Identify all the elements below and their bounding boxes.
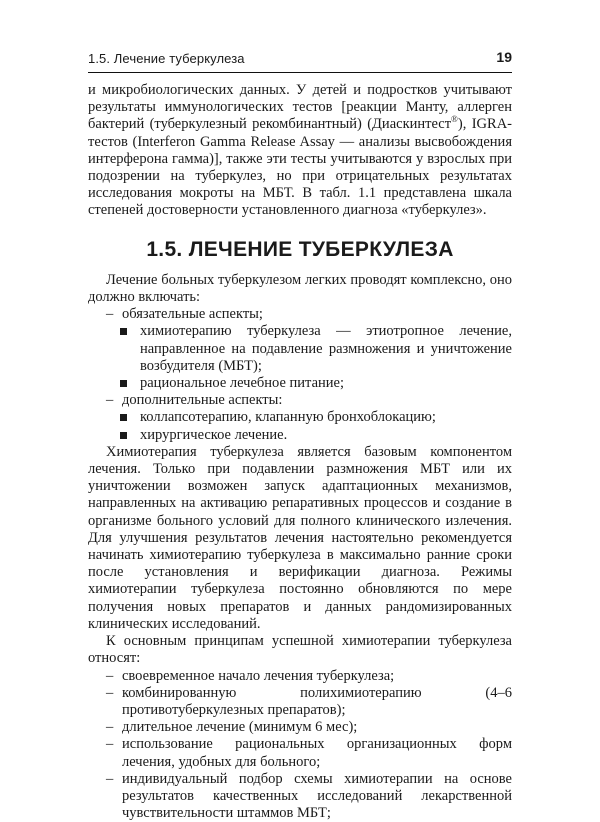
section-heading: 1.5. ЛЕЧЕНИЕ ТУБЕРКУЛЕЗА xyxy=(88,241,512,258)
page-number: 19 xyxy=(496,49,512,65)
intro-text-part2: ), IGRA-тестов (Interferon Gamma Release Assay — анализы высвобождения интерферона гамма)], также эти тесты учитываются у взрослых при подозрении на туберкулез, но при отрицательных результатах исследования мокроты на МБТ. В табл. 1.1 представлена шкала степеней достоверности установленного диагноза «туберкулез». xyxy=(88,116,512,218)
list-item-text: хирургическое лечение. xyxy=(140,427,287,443)
aspect-group-label: дополнительные аспекты: xyxy=(122,392,282,408)
dash-marker: – xyxy=(106,736,113,753)
dash-marker: – xyxy=(106,719,113,736)
principle-text: комбинированную полихимиотерапию (4–6 противотуберкулезных препаратов); xyxy=(122,685,512,718)
list-item xyxy=(88,409,512,426)
dash-marker: – xyxy=(106,771,113,788)
running-header-section: 1.5. Лечение туберкулеза xyxy=(88,51,245,66)
dash-marker: – xyxy=(106,306,113,323)
list-item xyxy=(88,375,512,392)
dash-marker: – xyxy=(106,668,113,685)
principle-text: использование рациональных организационных форм лечения, удобных для больного; xyxy=(122,736,512,769)
list-item xyxy=(88,719,512,736)
list-item xyxy=(88,736,512,770)
square-bullet-icon xyxy=(120,380,127,387)
lead-paragraph: Лечение больных туберкулезом легких проводят комплексно, оно должно включать: xyxy=(88,272,512,306)
square-bullet-icon xyxy=(120,432,127,439)
list-item xyxy=(88,323,512,375)
dash-marker: – xyxy=(106,685,113,702)
list-item-text: рациональное лечебное питание; xyxy=(140,375,344,391)
principle-text: длительное лечение (минимум 6 мес); xyxy=(122,719,357,735)
chemotherapy-paragraph: Химиотерапия туберкулеза является базовым компонентом лечения. Только при подавлении размножения МБТ или их уничтожении возможен запуск адаптационных механизмов, направленных на активацию репаративных процессов и создание в организме больного условий для полного клинического излечения. Для улучшения результатов лечения настоятельно рекомендуется начинать химиотерапию туберкулеза в максимально ранние сроки после установления и верификации диагноза. Режимы химиотерапии туберкулеза постоянно обновляются по мере получения новых препаратов и данных рандомизированных клинических исследований. xyxy=(88,444,512,633)
principle-text: индивидуальный подбор схемы химиотерапии на основе результатов качественных исследований лекарственной чувствительности штаммов МБТ; xyxy=(122,771,512,821)
dash-marker: – xyxy=(106,392,113,409)
list-item xyxy=(88,668,512,685)
list-item-text: коллапсотерапию, клапанную бронхоблокацию; xyxy=(140,409,436,425)
aspect-group-additional xyxy=(88,392,512,409)
principles-list xyxy=(88,668,512,822)
page-body xyxy=(88,82,512,822)
running-header xyxy=(88,49,512,71)
list-item xyxy=(88,427,512,444)
principle-text: своевременное начало лечения туберкулеза; xyxy=(122,668,394,684)
intro-paragraph xyxy=(88,82,512,220)
list-item xyxy=(88,685,512,719)
principles-lead: К основным принципам успешной химиотерапии туберкулеза относят: xyxy=(88,633,512,667)
header-rule xyxy=(88,72,512,73)
list-item-text: химиотерапию туберкулеза — этиотропное лечение, направленное на подавление размножения и уничтожение возбудителя (МБТ); xyxy=(140,323,512,373)
aspects-list xyxy=(88,306,512,444)
intro-text-part1: и микробиологических данных. У детей и подростков учитывают результаты иммунологических тестов [реакции Манту, аллерген бактерий (туберкулезный рекомбинантный) (Диаскинтест xyxy=(88,82,512,132)
aspect-group-mandatory xyxy=(88,306,512,323)
square-bullet-icon xyxy=(120,414,127,421)
aspect-group-label: обязательные аспекты; xyxy=(122,306,263,322)
list-item xyxy=(88,771,512,822)
registered-mark: ® xyxy=(451,115,458,125)
square-bullet-icon xyxy=(120,328,127,335)
